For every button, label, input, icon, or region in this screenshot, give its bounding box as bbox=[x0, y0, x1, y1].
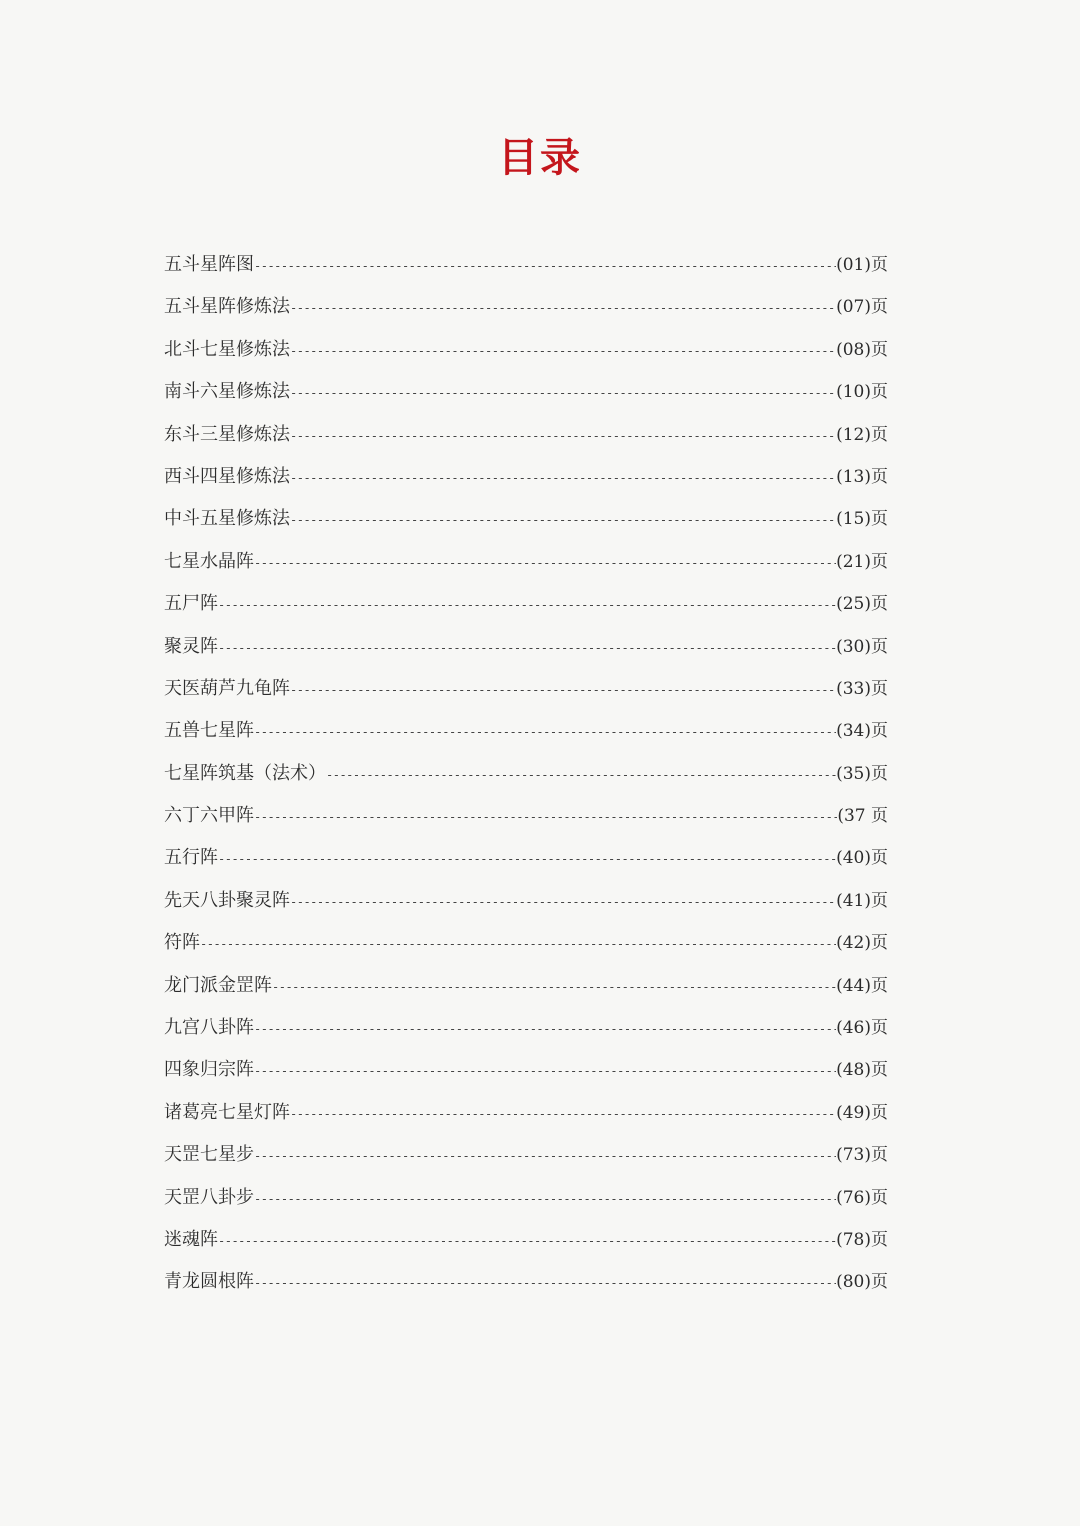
toc-entry bbox=[164, 541, 888, 583]
dot-leader bbox=[290, 1093, 836, 1134]
toc-entry-title: 天罡七星步 bbox=[164, 1144, 254, 1166]
toc-entry-title: 符阵 bbox=[164, 932, 200, 954]
dot-leader bbox=[254, 1050, 836, 1091]
toc-entry-page-number: (10)页 bbox=[836, 382, 888, 403]
toc-entry-page-number: (49)页 bbox=[836, 1102, 888, 1123]
toc-entry-page-number: (01)页 bbox=[836, 255, 888, 275]
toc-entry bbox=[164, 1049, 888, 1091]
toc-entry-title: 九宫八卦阵 bbox=[164, 1017, 254, 1039]
toc-entry-page-number: (30)页 bbox=[836, 636, 888, 657]
toc-entry bbox=[164, 837, 888, 879]
dot-leader bbox=[272, 966, 836, 1007]
toc-entry-title: 龙门派金罡阵 bbox=[164, 974, 272, 996]
dot-leader bbox=[200, 923, 836, 964]
toc-entry-page-number: (07)页 bbox=[836, 297, 888, 318]
toc-entry-page-number: (33)页 bbox=[836, 678, 888, 699]
toc-entry bbox=[164, 795, 888, 837]
toc-entry-title: 五斗星阵修炼法 bbox=[164, 296, 290, 318]
dot-leader bbox=[290, 499, 836, 540]
toc-entry-title: 先天八卦聚灵阵 bbox=[164, 889, 290, 911]
page-title: 目录 bbox=[498, 134, 582, 181]
toc-entry-page-number: (42)页 bbox=[836, 933, 888, 954]
dot-leader bbox=[290, 415, 836, 456]
dot-leader bbox=[290, 372, 836, 413]
dot-leader bbox=[218, 838, 836, 879]
toc-entry-title: 五尸阵 bbox=[164, 593, 218, 615]
dot-leader bbox=[254, 1135, 836, 1176]
toc-entry-title: 四象归宗阵 bbox=[164, 1059, 254, 1081]
toc-entry-page-number: (40)页 bbox=[836, 848, 888, 869]
toc-entry bbox=[164, 1007, 888, 1049]
toc-entry-page-number: (78)页 bbox=[836, 1229, 888, 1250]
toc-entry bbox=[164, 753, 888, 795]
toc-entry-page-number: (21)页 bbox=[836, 551, 888, 572]
toc-entry bbox=[164, 1261, 888, 1303]
dot-leader bbox=[254, 1008, 836, 1049]
toc-entry-page-number: (12)页 bbox=[836, 424, 888, 445]
dot-leader bbox=[326, 754, 836, 795]
dot-leader bbox=[290, 881, 836, 922]
toc-entry bbox=[164, 1177, 888, 1219]
toc-entry bbox=[164, 456, 888, 498]
toc-entry bbox=[164, 710, 888, 752]
dot-leader bbox=[218, 627, 836, 668]
dot-leader bbox=[254, 796, 837, 837]
toc-entry-title: 七星阵筑基（法术） bbox=[164, 762, 326, 784]
toc-entry bbox=[164, 922, 888, 964]
dot-leader bbox=[254, 1178, 836, 1219]
toc-entry bbox=[164, 329, 888, 371]
dot-leader bbox=[254, 1262, 836, 1303]
toc-entry bbox=[164, 371, 888, 413]
toc-entry-page-number: (37 页 bbox=[837, 806, 888, 827]
toc-entry bbox=[164, 498, 888, 540]
table-of-contents bbox=[164, 244, 888, 1304]
toc-entry-page-number: (34)页 bbox=[836, 721, 888, 742]
dot-leader bbox=[290, 330, 836, 371]
toc-entry-title: 北斗七星修炼法 bbox=[164, 338, 290, 360]
toc-entry bbox=[164, 244, 888, 286]
toc-entry-title: 南斗六星修炼法 bbox=[164, 381, 290, 403]
toc-entry-page-number: (41)页 bbox=[836, 890, 888, 911]
toc-entry-page-number: (13)页 bbox=[836, 466, 888, 487]
toc-entry-page-number: (73)页 bbox=[836, 1145, 888, 1166]
toc-entry bbox=[164, 583, 888, 625]
dot-leader bbox=[254, 542, 836, 583]
dot-leader bbox=[290, 457, 836, 498]
toc-entry-page-number: (46)页 bbox=[836, 1018, 888, 1039]
toc-entry-title: 西斗四星修炼法 bbox=[164, 465, 290, 487]
toc-entry-title: 天医葫芦九龟阵 bbox=[164, 677, 290, 699]
toc-entry-page-number: (80)页 bbox=[836, 1272, 888, 1293]
toc-entry bbox=[164, 626, 888, 668]
toc-entry bbox=[164, 286, 888, 328]
toc-entry bbox=[164, 414, 888, 456]
toc-entry-title: 聚灵阵 bbox=[164, 635, 218, 657]
toc-entry-title: 五行阵 bbox=[164, 847, 218, 869]
toc-entry bbox=[164, 880, 888, 922]
toc-entry-title: 五斗星阵图 bbox=[164, 254, 254, 275]
dot-leader bbox=[254, 711, 836, 752]
toc-entry-page-number: (25)页 bbox=[836, 594, 888, 615]
toc-entry-title: 诸葛亮七星灯阵 bbox=[164, 1101, 290, 1123]
toc-entry bbox=[164, 1134, 888, 1176]
toc-entry-title: 七星水晶阵 bbox=[164, 550, 254, 572]
toc-entry-title: 东斗三星修炼法 bbox=[164, 423, 290, 445]
toc-entry-title: 天罡八卦步 bbox=[164, 1186, 254, 1208]
dot-leader bbox=[218, 584, 836, 625]
dot-leader bbox=[290, 669, 836, 710]
toc-entry-title: 六丁六甲阵 bbox=[164, 805, 254, 827]
toc-entry-page-number: (44)页 bbox=[836, 975, 888, 996]
toc-entry-title: 青龙圆根阵 bbox=[164, 1271, 254, 1293]
toc-entry-title: 中斗五星修炼法 bbox=[164, 508, 290, 530]
toc-entry bbox=[164, 1092, 888, 1134]
toc-entry bbox=[164, 668, 888, 710]
toc-entry bbox=[164, 1219, 888, 1261]
toc-entry-page-number: (48)页 bbox=[836, 1060, 888, 1081]
dot-leader bbox=[218, 1220, 836, 1261]
toc-entry bbox=[164, 965, 888, 1007]
toc-entry-page-number: (35)页 bbox=[836, 763, 888, 784]
toc-entry-title: 迷魂阵 bbox=[164, 1228, 218, 1250]
dot-leader bbox=[290, 287, 836, 328]
toc-entry-page-number: (76)页 bbox=[836, 1187, 888, 1208]
toc-entry-page-number: (08)页 bbox=[836, 339, 888, 360]
toc-entry-page-number: (15)页 bbox=[836, 509, 888, 530]
dot-leader bbox=[254, 245, 836, 286]
toc-entry-title: 五兽七星阵 bbox=[164, 720, 254, 742]
